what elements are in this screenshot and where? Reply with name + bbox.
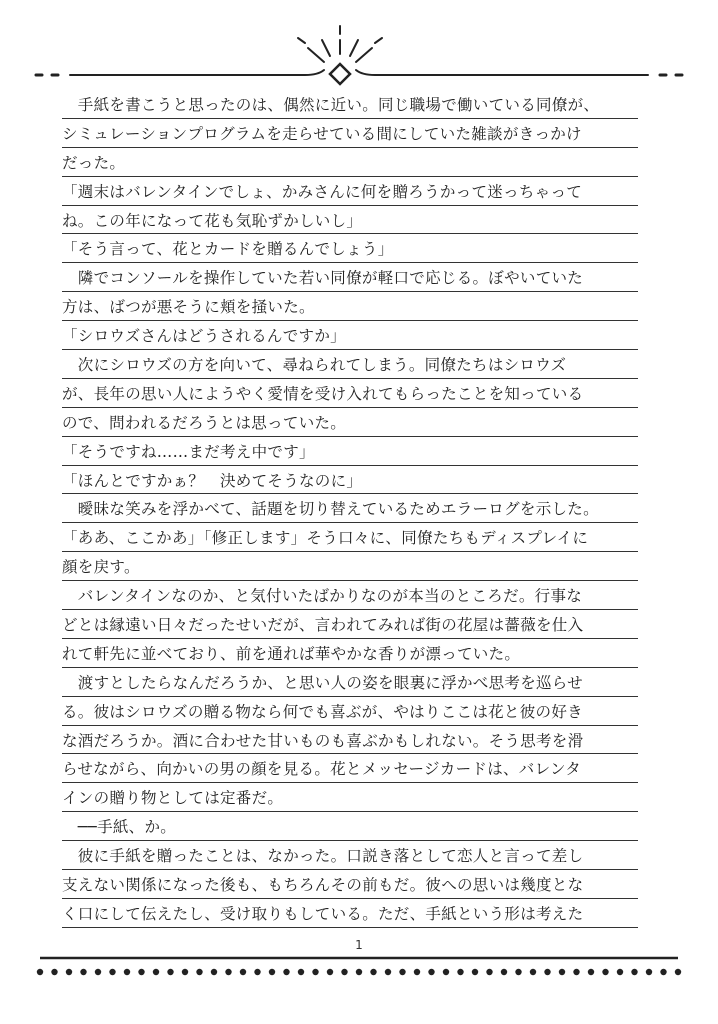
text-body xyxy=(62,90,638,928)
text-line: 「シロウズさんはどうされるんですか」 xyxy=(62,321,638,350)
text-line: どとは縁遠い日々だったせいだが、言われてみれば街の花屋は薔薇を仕入 xyxy=(62,610,638,639)
footer-dotted-border xyxy=(0,952,718,982)
text-line: ね。この年になって花も気恥ずかしいし」 xyxy=(62,206,638,235)
text-line: 「ほんとですかぁ？ 決めてそうなのに」 xyxy=(62,466,638,495)
text-line: 支えない関係になった後も、もちろんその前もだ。彼への思いは幾度とな xyxy=(62,870,638,899)
text-line: く口にして伝えたし、受け取りもしている。ただ、手紙という形は考えた xyxy=(62,899,638,928)
text-line: ので、問われるだろうとは思っていた。 xyxy=(62,408,638,437)
text-line: シミュレーションプログラムを走らせている間にしていた雑談がきっかけ xyxy=(62,119,638,148)
text-line: らせながら、向かいの男の顔を見る。花とメッセージカードは、バレンタ xyxy=(62,754,638,783)
text-line: る。彼はシロウズの贈る物なら何でも喜ぶが、やはりここは花と彼の好き xyxy=(62,697,638,726)
text-line: 「そうですね……まだ考え中です」 xyxy=(62,437,638,466)
text-line: 顔を戻す。 xyxy=(62,552,638,581)
text-line: れて軒先に並べており、前を通れば華やかな香りが漂っていた。 xyxy=(62,639,638,668)
text-line: インの贈り物としては定番だ。 xyxy=(62,783,638,812)
text-line: ──手紙、か。 xyxy=(62,812,638,841)
text-line: 隣でコンソールを操作していた若い同僚が軽口で応じる。ぼやいていた xyxy=(62,263,638,292)
text-line: だった。 xyxy=(62,148,638,177)
text-line: が、長年の思い人にようやく愛情を受け入れてもらったことを知っている xyxy=(62,379,638,408)
text-line: バレンタインなのか、と気付いたばかりなのが本当のところだ。行事な xyxy=(62,581,638,610)
header-ornament xyxy=(0,0,718,90)
text-line: 彼に手紙を贈ったことは、なかった。口説き落として恋人と言って差し xyxy=(62,841,638,870)
text-line: な酒だろうか。酒に合わせた甘いものも喜ぶかもしれない。そう思考を滑 xyxy=(62,726,638,755)
text-line: 方は、ばつが悪そうに頬を掻いた。 xyxy=(62,292,638,321)
text-line: 「ああ、ここかあ」「修正します」そう口々に、同僚たちもディスプレイに xyxy=(62,523,638,552)
text-line: 曖昧な笑みを浮かべて、話題を切り替えているためエラーログを示した。 xyxy=(62,494,638,523)
page-number: 1 xyxy=(355,938,363,952)
text-line: 「週末はバレンタインでしょ、かみさんに何を贈ろうかって迷っちゃって xyxy=(62,177,638,206)
text-line: 「そう言って、花とカードを贈るんでしょう」 xyxy=(62,234,638,263)
text-line: 渡すとしたらなんだろうか、と思い人の姿を眼裏に浮かべ思考を巡らせ xyxy=(62,668,638,697)
text-line: 手紙を書こうと思ったのは、偶然に近い。同じ職場で働いている同僚が、 xyxy=(62,90,638,119)
text-line: 次にシロウズの方を向いて、尋ねられてしまう。同僚たちはシロウズ xyxy=(62,350,638,379)
